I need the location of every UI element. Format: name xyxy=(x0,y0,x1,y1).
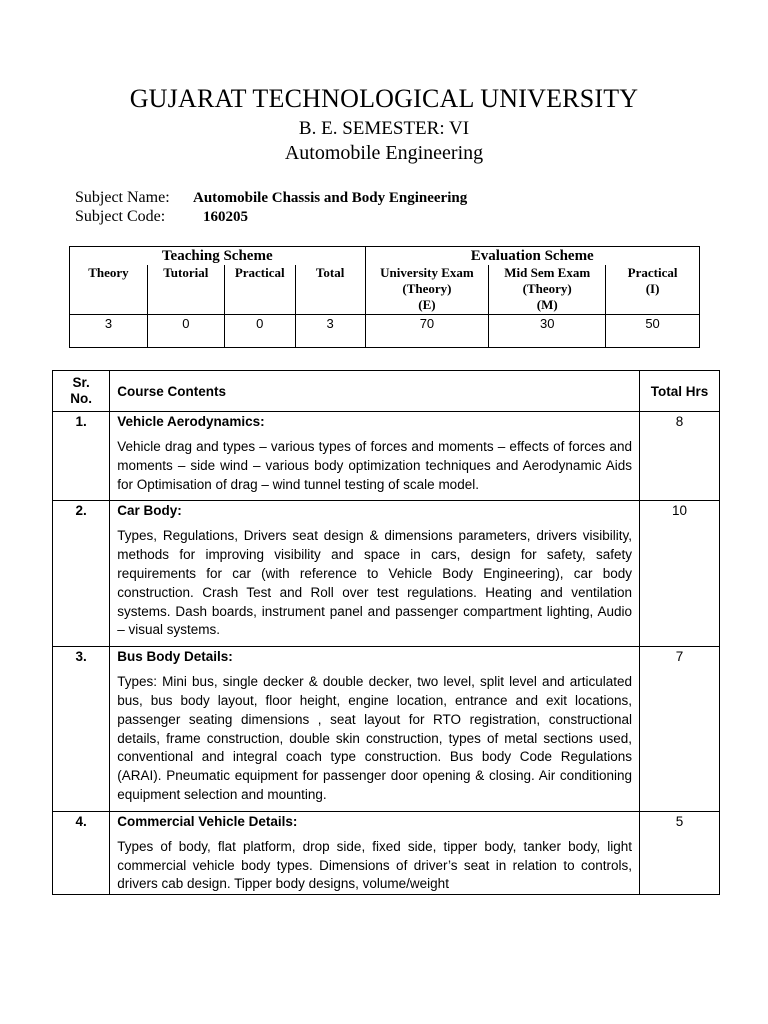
scheme-col-practical-eval: Practical (I) xyxy=(606,265,700,315)
row-content: Vehicle drag and types – various types of forces and moments – effects of forces and moments – side wind – various body optimization techniques and Aerodynamic Aids for Optimisation of drag – wind tunnel testing of scale model. xyxy=(117,439,632,492)
semester-title: B. E. SEMESTER: VI xyxy=(298,118,470,139)
table-row xyxy=(53,647,720,812)
branch-title: Automobile Engineering xyxy=(284,142,484,164)
row-sr-no: 3. xyxy=(53,647,110,812)
row-content-cell xyxy=(110,412,640,501)
table-row xyxy=(53,811,720,894)
table-row xyxy=(53,501,720,647)
row-title: Vehicle Aerodynamics: xyxy=(117,414,265,429)
scheme-col-tutorial: Tutorial xyxy=(147,265,224,315)
row-content-cell xyxy=(110,501,640,647)
row-title: Car Body: xyxy=(117,503,182,519)
subject-code-line xyxy=(75,208,248,226)
table-row xyxy=(53,412,720,501)
row-content: Types: Mini bus, single decker & double decker, two level, split level and articulated bus, bus body layout, floor height, engine location, entrance and exit locations, passenger seating dimensions , seat layout for RTO registration, constructional details, frame construction, double skin construction, types of metal sections used, conventional and integral coach type construction. Bus body Code Regulations (ARAI). Pneumatic equipment for passenger door opening & closing. Air conditioning equipment selection and mounting. xyxy=(117,674,632,802)
scheme-value: 0 xyxy=(147,315,224,348)
scheme-col-theory: Theory xyxy=(70,265,148,315)
scheme-table xyxy=(69,246,700,348)
course-header-total-hrs: Total Hrs xyxy=(640,371,720,412)
university-title: GUJARAT TECHNOLOGICAL UNIVERSITY xyxy=(129,84,639,113)
row-hours: 7 xyxy=(640,647,720,812)
course-header-sr-no: Sr. No. xyxy=(53,371,110,412)
teaching-scheme-header: Teaching Scheme xyxy=(70,247,366,266)
row-title: Bus Body Details: xyxy=(117,649,233,665)
row-sr-no: 2. xyxy=(53,501,110,647)
row-content: Types, Regulations, Drivers seat design & dimensions parameters, drivers visibility, methods for improving visibility and space in cars, design for safety, safety requirements for car (with reference to Vehicle Body Engineering), car body construction. Crash Test and Roll over test regulations. Heating and ventilation systems. Dash boards, instrument panel and passenger compartment lighting, Audio – visual systems. xyxy=(117,528,632,638)
scheme-value: 3 xyxy=(295,315,365,348)
row-hours: 8 xyxy=(640,412,720,501)
scheme-value: 30 xyxy=(489,315,606,348)
scheme-col-mid-sem-exam: Mid Sem Exam (Theory) (M) xyxy=(489,265,606,315)
evaluation-scheme-header: Evaluation Scheme xyxy=(365,247,699,266)
row-sr-no: 1. xyxy=(53,412,110,501)
subject-code-value: 160205 xyxy=(203,209,248,225)
scheme-value: 0 xyxy=(224,315,295,348)
row-content-cell xyxy=(110,647,640,812)
row-content-cell xyxy=(110,811,640,894)
row-hours: 5 xyxy=(640,811,720,894)
subject-name-value: Automobile Chassis and Body Engineering xyxy=(193,190,468,206)
subject-name-label: Subject Name: xyxy=(75,189,170,206)
subject-name-line xyxy=(75,189,467,207)
row-sr-no: 4. xyxy=(53,811,110,894)
scheme-value: 3 xyxy=(70,315,148,348)
course-contents-table xyxy=(52,370,720,895)
scheme-value: 50 xyxy=(606,315,700,348)
scheme-col-practical: Practical xyxy=(224,265,295,315)
scheme-col-university-exam: University Exam (Theory) (E) xyxy=(365,265,489,315)
scheme-col-total: Total xyxy=(295,265,365,315)
course-header-contents: Course Contents xyxy=(110,371,640,412)
row-content: Types of body, flat platform, drop side, fixed side, tipper body, tanker body, light commercial vehicle body types. Dimensions of driver’s seat in relation to controls, drivers cab design. Tipper body designs, volume/weight xyxy=(117,838,632,892)
row-title: Commercial Vehicle Details: xyxy=(117,813,298,829)
scheme-value: 70 xyxy=(365,315,489,348)
row-hours: 10 xyxy=(640,501,720,647)
subject-code-label: Subject Code: xyxy=(75,208,166,225)
